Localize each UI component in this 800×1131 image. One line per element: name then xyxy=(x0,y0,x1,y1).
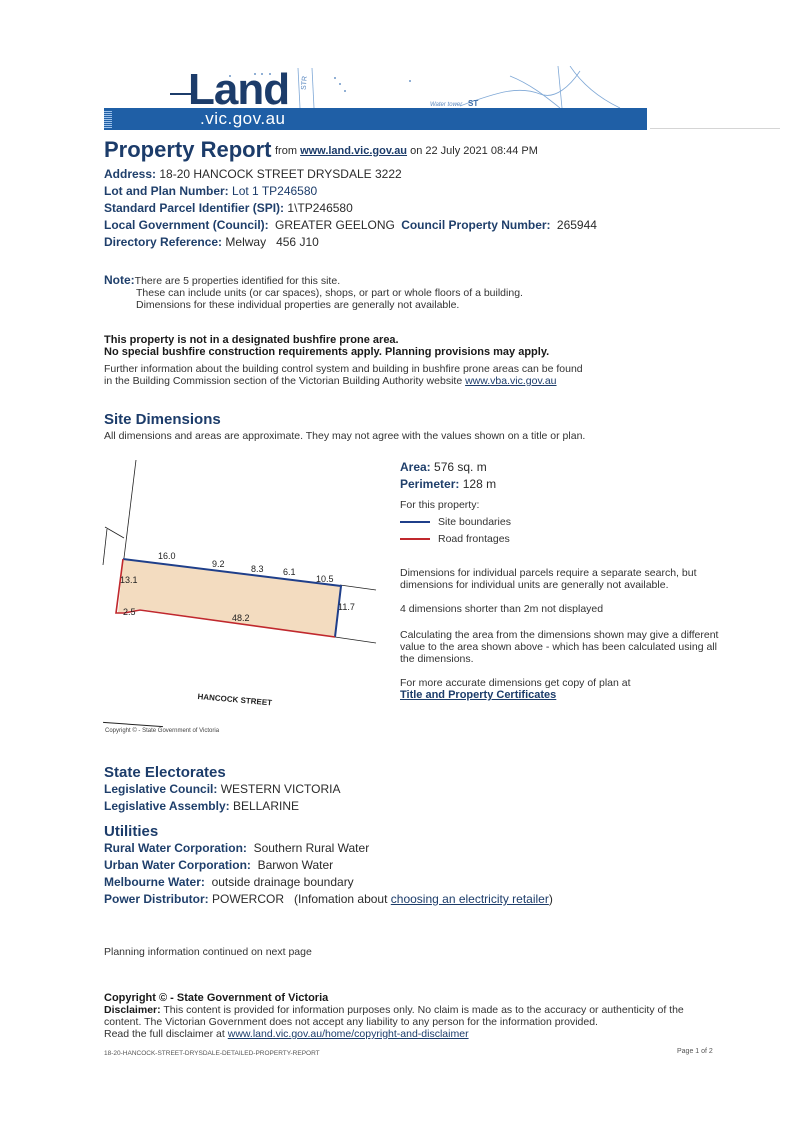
perimeter-value: 128 m xyxy=(462,477,497,491)
address-row xyxy=(104,166,597,183)
page-title: Property Report xyxy=(104,137,272,162)
area-label: Area: xyxy=(400,460,431,474)
site-dimensions-heading: Site Dimensions xyxy=(104,411,221,428)
power-info-suffix: ) xyxy=(548,892,553,906)
svg-text:Water tower: Water tower xyxy=(430,102,463,108)
svg-text:13.1: 13.1 xyxy=(120,575,138,585)
bushfire-requirements: No special bushfire construction requirements apply. Planning provisions may apply. xyxy=(104,346,550,358)
report-date: on 22 July 2021 08:44 PM xyxy=(410,145,538,157)
power-info-text: (Infomation about xyxy=(294,892,388,906)
note-label: Note: xyxy=(104,273,135,287)
disclaimer-text: This content is provided for information purposes only. No claim is made as to the accuracy or authenticity of the xyxy=(163,1004,684,1016)
rural-water-label: Rural Water Corporation: xyxy=(104,841,247,855)
site-dimensions-section xyxy=(104,411,585,442)
svg-text:STR: STR xyxy=(300,75,309,91)
short-dimensions-note: 4 dimensions shorter than 2m not displayed xyxy=(400,603,604,615)
parcels-note: dimensions for individual units are generally not available. xyxy=(400,579,669,591)
council-label: Local Government (Council): xyxy=(104,218,269,232)
council-value: GREATER GEELONG xyxy=(275,218,395,232)
disclaimer-text: content. The Victorian Government does not accept any liability to any person for the information provided. xyxy=(104,1016,598,1028)
header-stripes xyxy=(104,110,112,128)
rural-water-value: Southern Rural Water xyxy=(253,841,370,855)
legislative-assembly-value: BELLARINE xyxy=(232,799,299,813)
urban-water-value: Barwon Water xyxy=(257,858,334,872)
note-line: These can include units (or car spaces), shops, or part or whole floors of a building. xyxy=(136,287,523,299)
property-details xyxy=(104,166,597,251)
svg-text:2.5: 2.5 xyxy=(123,607,136,617)
svg-text:6.1: 6.1 xyxy=(283,567,296,577)
note-line: Dimensions for these individual properties are generally not available. xyxy=(136,299,460,311)
directory-value: Melway 456 J10 xyxy=(225,235,319,249)
logo-land: Land xyxy=(188,65,290,114)
legislative-council-value: WESTERN VICTORIA xyxy=(220,782,341,796)
legend-site-boundaries xyxy=(400,516,780,528)
calc-note: the dimensions. xyxy=(400,653,474,665)
parcel-fill xyxy=(118,559,341,637)
continued-note: Planning information continued on next page xyxy=(104,946,312,958)
council-number-value: 265944 xyxy=(556,218,597,232)
read-full-text: Read the full disclaimer at xyxy=(104,1028,225,1040)
disclaimer-label: Disclaimer: xyxy=(104,1004,161,1016)
legislative-council-label: Legislative Council: xyxy=(104,782,218,796)
electorates-heading: State Electorates xyxy=(104,764,226,781)
directory-label: Directory Reference: xyxy=(104,235,223,249)
svg-text:11.7: 11.7 xyxy=(338,602,355,612)
blue-line-icon xyxy=(400,521,430,523)
council-row xyxy=(104,217,597,234)
utilities-section xyxy=(104,823,553,908)
melbourne-water-value: outside drainage boundary xyxy=(211,875,354,889)
bushfire-status: This property is not in a designated bushfire prone area. xyxy=(104,334,399,346)
utilities-heading: Utilities xyxy=(104,823,159,840)
street-label: HANCOCK STREET xyxy=(197,692,273,708)
svg-text:48.2: 48.2 xyxy=(232,613,250,623)
accurate-note: For more accurate dimensions get copy of plan at xyxy=(400,677,631,689)
footer-disclaimer xyxy=(104,992,724,1040)
site-diagram xyxy=(100,455,390,655)
report-source xyxy=(275,145,538,157)
address-label: Address: xyxy=(104,167,157,181)
perimeter-label: Perimeter: xyxy=(400,477,460,491)
calc-note: value to the area shown above - which has been calculated using all xyxy=(400,641,717,653)
bushfire-info: Further information about the building control system and building in bushfire prone areas can be found xyxy=(104,363,583,375)
svg-text:10.5: 10.5 xyxy=(316,574,334,584)
map-copyright: Copyright © - State Government of Victoria xyxy=(105,728,220,734)
lot-label: Lot and Plan Number: xyxy=(104,184,229,198)
street-line xyxy=(103,722,163,727)
legend-intro: For this property: xyxy=(400,499,480,511)
svg-text:16.0: 16.0 xyxy=(158,551,176,561)
power-distributor-value: POWERCOR xyxy=(212,892,285,906)
note-line: There are 5 properties identified for this site. xyxy=(134,275,341,287)
directory-row xyxy=(104,234,597,251)
bushfire-info: in the Building Commission section of the Victorian Building Authority website xyxy=(104,375,463,387)
legend-label: Site boundaries xyxy=(438,516,511,528)
calc-note: Calculating the area from the dimensions shown may give a different xyxy=(400,629,719,641)
dimensions-info xyxy=(400,459,780,701)
copyright-text: Copyright © - State Government of Victoria xyxy=(104,992,329,1004)
legislative-assembly-label: Legislative Assembly: xyxy=(104,799,230,813)
address-value: 18-20 HANCOCK STREET DRYSDALE 3222 xyxy=(159,167,402,181)
dimensions-disclaimer: All dimensions and areas are approximate. They may not agree with the values shown on a title or plan. xyxy=(104,430,586,442)
logo-domain: .vic.gov.au xyxy=(200,109,286,128)
parcels-note: Dimensions for individual parcels require a separate search, but xyxy=(400,567,697,579)
red-line-icon xyxy=(400,538,430,540)
from-text: from xyxy=(275,145,297,157)
note-block xyxy=(104,274,523,311)
svg-text:ST: ST xyxy=(468,99,479,108)
melbourne-water-label: Melbourne Water: xyxy=(104,875,205,889)
source-link[interactable]: www.land.vic.gov.au xyxy=(300,145,408,157)
header-divider xyxy=(650,128,780,129)
lot-value: Lot 1 TP246580 xyxy=(232,184,318,198)
svg-text:9.2: 9.2 xyxy=(212,559,225,569)
spi-label: Standard Parcel Identifier (SPI): xyxy=(104,201,285,215)
page-number: Page 1 of 2 xyxy=(677,1048,713,1055)
area-value: 576 sq. m xyxy=(434,460,487,474)
header-band xyxy=(104,108,647,130)
legend-road-frontages xyxy=(400,533,780,545)
power-distributor-label: Power Distributor: xyxy=(104,892,209,906)
report-id: 18-20-HANCOCK-STREET-DRYSDALE-DETAILED-PROPERTY-REPORT xyxy=(104,1050,320,1057)
certificates-link[interactable]: Title and Property Certificates xyxy=(400,689,557,701)
electorates-section xyxy=(104,764,341,815)
bushfire-block xyxy=(104,334,664,387)
electricity-retailer-link[interactable]: choosing an electricity retailer xyxy=(390,892,549,906)
lot-row xyxy=(104,183,597,200)
council-number-label: Council Property Number: xyxy=(401,218,551,232)
spi-value: 1\TP246580 xyxy=(287,201,353,215)
svg-text:8.3: 8.3 xyxy=(251,564,264,574)
vba-link[interactable]: www.vba.vic.gov.au xyxy=(465,375,557,387)
urban-water-label: Urban Water Corporation: xyxy=(104,858,251,872)
spi-row xyxy=(104,200,597,217)
legend-label: Road frontages xyxy=(438,533,510,545)
disclaimer-link[interactable]: www.land.vic.gov.au/home/copyright-and-disclaimer xyxy=(227,1028,469,1040)
